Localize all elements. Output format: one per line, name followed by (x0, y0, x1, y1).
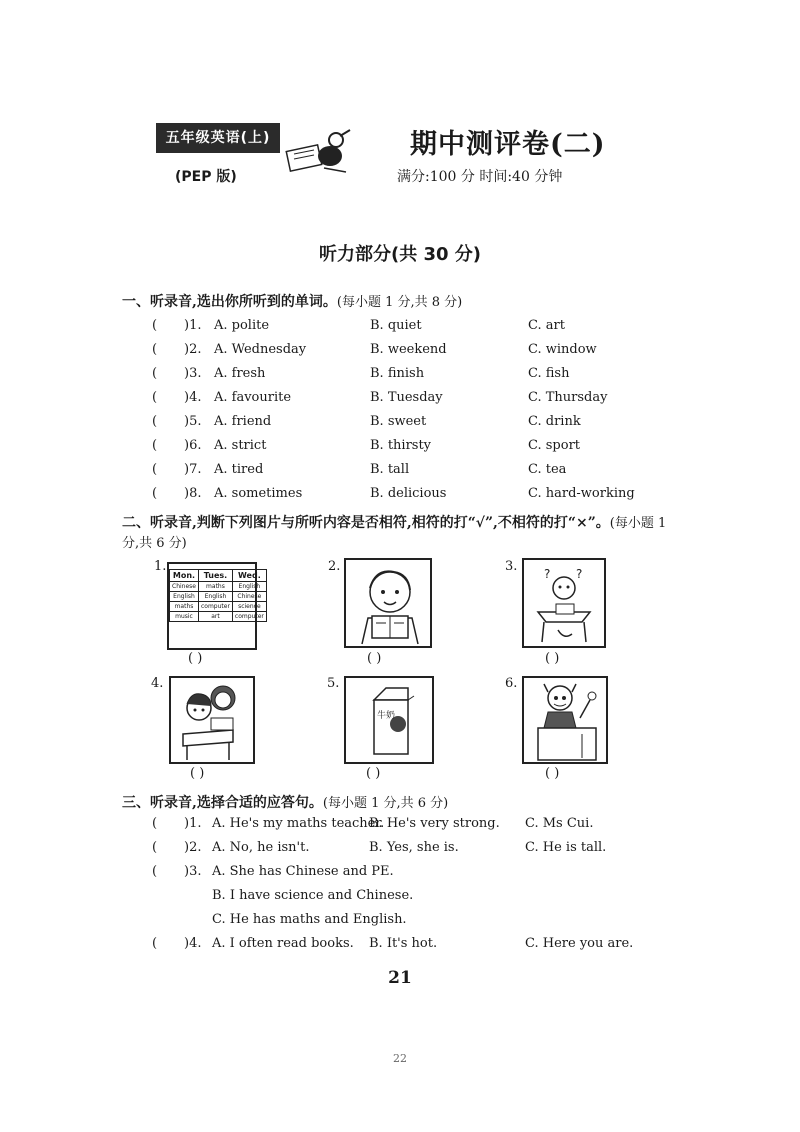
picture-number: 4. (151, 676, 164, 691)
answer-bracket[interactable]: ( ) (367, 651, 382, 666)
item-number: )7. (184, 462, 202, 477)
option-b: B. finish (370, 366, 425, 381)
item-number: )4. (184, 390, 202, 405)
page-title: 期中测评卷(二) (410, 129, 606, 160)
answer-bracket[interactable]: ( ) (190, 766, 205, 781)
part2-heading-text: 二、听录音,判断下列图片与所听内容是否相符,相符的打“√”,不相符的打“×”。 (122, 515, 610, 531)
teacher-icon (524, 678, 606, 762)
option-b: B. He's very strong. (369, 816, 500, 831)
option-c: C. Thursday (528, 390, 608, 405)
answer-bracket[interactable]: ( (152, 816, 158, 831)
svg-text:?: ? (544, 567, 551, 581)
schedule-cell: Chinese (170, 582, 199, 592)
option-c: C. He is tall. (525, 840, 607, 855)
answer-bracket[interactable]: ( ) (545, 766, 560, 781)
picture-2-boy-reading (344, 558, 432, 648)
schedule-cell: English (170, 592, 199, 602)
schedule-header-cell: Mon. (170, 570, 199, 582)
option-c: C. Here you are. (525, 936, 634, 951)
answer-bracket[interactable]: ( (152, 840, 158, 855)
schedule-cell: art (198, 612, 232, 622)
option-b: B. It's hot. (369, 936, 438, 951)
option-b: B. delicious (370, 486, 447, 501)
thinking-boy-icon (524, 560, 604, 646)
option-b: B. I have science and Chinese. (212, 888, 414, 903)
reading-mascot-icon (284, 126, 356, 178)
part1-heading (122, 291, 462, 311)
boy-reading-icon (346, 560, 430, 646)
option-a: A. Wednesday (214, 342, 307, 357)
option-c: C. drink (528, 414, 581, 429)
option-b: B. Yes, she is. (369, 840, 459, 855)
picture-4-kids-studying (169, 676, 255, 764)
schedule-cell: English (232, 582, 266, 592)
listening-section-title: 听力部分(共 30 分) (318, 244, 482, 265)
part3-heading (122, 792, 448, 812)
grade-badge: 五年级英语(上) (156, 123, 280, 153)
answer-bracket[interactable]: ( ) (188, 651, 203, 666)
option-b: B. Tuesday (370, 390, 443, 405)
item-number: )2. (184, 342, 202, 357)
picture-1-schedule (167, 562, 264, 650)
answer-bracket[interactable]: ( ) (545, 651, 560, 666)
option-c: C. Ms Cui. (525, 816, 594, 831)
picture-6-teacher (522, 676, 608, 764)
milk-carton-icon (346, 678, 432, 762)
part2-heading (122, 512, 666, 532)
option-a: A. I often read books. (212, 936, 354, 951)
answer-bracket[interactable]: ( (152, 366, 158, 381)
part2-heading-note: (每小题 1 (609, 516, 667, 531)
option-a: A. sometimes (214, 486, 303, 501)
part1-heading-note: (每小题 1 分,共 8 分) (336, 295, 463, 310)
answer-bracket[interactable]: ( (152, 462, 158, 477)
item-number: )5. (184, 414, 202, 429)
picture-number: 5. (327, 676, 340, 691)
schedule-header-cell: Wed. (232, 570, 266, 582)
answer-bracket[interactable]: ( ) (366, 766, 381, 781)
scan-page-number: 22 (393, 1052, 407, 1065)
answer-bracket[interactable]: ( (152, 864, 158, 879)
answer-bracket[interactable]: ( (152, 414, 158, 429)
item-number: )6. (184, 438, 202, 453)
answer-bracket[interactable]: ( (152, 390, 158, 405)
option-c: C. sport (528, 438, 581, 453)
answer-bracket[interactable]: ( (152, 438, 158, 453)
option-a: A. He's my maths teacher. (212, 816, 385, 831)
option-b: B. thirsty (370, 438, 432, 453)
schedule-cell: maths (198, 582, 232, 592)
answer-bracket[interactable]: ( (152, 936, 158, 951)
item-number: )3. (184, 366, 202, 381)
schedule-header-cell: Tues. (198, 570, 232, 582)
option-a: A. fresh (214, 366, 266, 381)
schedule-table (169, 569, 267, 622)
picture-number: 2. (328, 559, 341, 574)
schedule-cell: computer (198, 602, 232, 612)
svg-text:?: ? (576, 567, 583, 581)
item-number: )2. (184, 840, 202, 855)
answer-bracket[interactable]: ( (152, 486, 158, 501)
schedule-cell: Chinese (232, 592, 266, 602)
option-c: C. fish (528, 366, 570, 381)
score-time-info: 满分:100 分 时间:40 分钟 (397, 169, 563, 185)
item-number: )8. (184, 486, 202, 501)
picture-number: 1. (154, 559, 167, 574)
option-c: C. window (528, 342, 597, 357)
picture-3-thinking-boy (522, 558, 606, 648)
option-a: A. She has Chinese and PE. (212, 864, 394, 879)
picture-number: 3. (505, 559, 518, 574)
part3-heading-note: (每小题 1 分,共 6 分) (322, 796, 449, 811)
option-b: B. quiet (370, 318, 422, 333)
kids-studying-icon (171, 678, 253, 762)
part2-heading-note2: 分,共 6 分) (122, 536, 187, 551)
item-number: )1. (184, 816, 202, 831)
schedule-cell: music (170, 612, 199, 622)
item-number: )1. (184, 318, 202, 333)
option-b: B. sweet (370, 414, 427, 429)
option-c: C. tea (528, 462, 567, 477)
part2-heading-line2 (122, 532, 187, 551)
edition-label: (PEP 版) (175, 169, 237, 185)
schedule-cell: computer (232, 612, 266, 622)
option-a: A. favourite (214, 390, 292, 405)
option-b: B. tall (370, 462, 410, 477)
item-number: )3. (184, 864, 202, 879)
part1-heading-text: 一、听录音,选出你所听到的单词。 (122, 294, 337, 310)
schedule-cell: science (232, 602, 266, 612)
answer-bracket[interactable]: ( (152, 342, 158, 357)
option-c: C. art (528, 318, 565, 333)
option-a: A. tired (214, 462, 264, 477)
option-a: A. No, he isn't. (212, 840, 310, 855)
schedule-cell: maths (170, 602, 199, 612)
option-b: B. weekend (370, 342, 447, 357)
option-a: A. strict (214, 438, 267, 453)
option-a: A. friend (214, 414, 272, 429)
part3-heading-text: 三、听录音,选择合适的应答句。 (122, 795, 323, 811)
picture-number: 6. (505, 676, 518, 691)
schedule-cell: English (198, 592, 232, 602)
picture-5-milk-carton (344, 676, 434, 764)
option-c: C. He has maths and English. (212, 912, 407, 927)
answer-bracket[interactable]: ( (152, 318, 158, 333)
item-number: )4. (184, 936, 202, 951)
option-a: A. polite (214, 318, 270, 333)
milk-label: 牛奶 (377, 711, 396, 721)
page-number: 21 (388, 968, 412, 988)
option-c: C. hard-working (528, 486, 635, 501)
